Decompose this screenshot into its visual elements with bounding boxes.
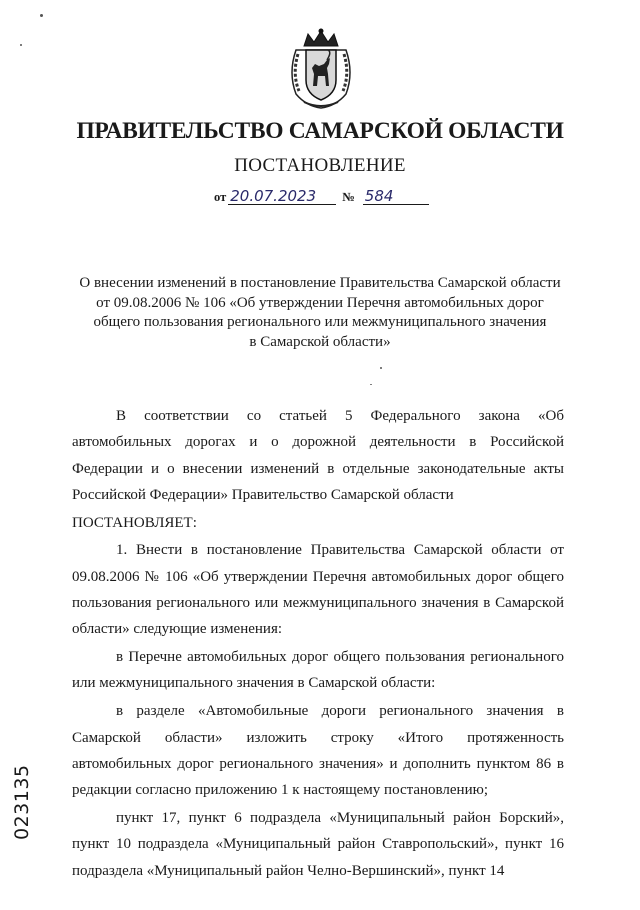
scan-speck [40, 14, 43, 17]
date-value: 20.07.2023 [228, 188, 336, 205]
number-label: № [342, 190, 355, 204]
heading-line: от 09.08.2006 № 106 «Об утверждении Перечня автомобильных дорог [96, 294, 544, 311]
resolves-word: ПОСТАНОВЛЯЕТ: [72, 514, 197, 531]
body-paragraph: В соответствии со статьей 5 Федерального закона «Об автомобильных дорогах и о дорожной деятельности в Российской Федерации и о внесении изменений в отдельные законодательные акты Российской Федерации» Правительство Самарской области [72, 408, 564, 503]
date-number-line [214, 188, 429, 205]
heading-line: в Самарской области» [249, 333, 391, 350]
heading-line: общего пользования регионального или межмуниципального значения [93, 314, 547, 330]
heading-line: О внесении изменений в постановление Правительства Самарской области [79, 275, 561, 291]
scan-speck [370, 384, 372, 385]
date-label: от [214, 190, 227, 204]
body-paragraph: пункт 17, пункт 6 подраздела «Муниципальный район Борский», пункт 10 подраздела «Муниципальный район Ставропольский», пункт 16 подраздела «Муниципальный район Челно-Вершинский», пункт 14 [72, 809, 564, 879]
scan-speck [380, 367, 382, 369]
body-paragraph: в Перечне автомобильных дорог общего пользования регионального или межмуниципального значения в Самарской области: [72, 649, 564, 692]
side-serial-number: 023135 [11, 764, 33, 840]
samara-coat-of-arms-icon [286, 28, 356, 110]
body-paragraph: в разделе «Автомобильные дороги регионального значения в Самарской области» изложить строку «Итого протяженность автомобильных дорог регионального значения» и дополнить пунктом 86 в редакции согласно приложению 1 к настоящему постановлению; [72, 703, 564, 799]
body-paragraph: 1. Внести в постановление Правительства Самарской области от 09.08.2006 № 106 «Об утверждении Перечня автомобильных дорог общего пользования регионального или межмуниципального значения в Самарской области» следующие изменения: [72, 542, 564, 638]
document-type: ПОСТАНОВЛЕНИЕ [234, 155, 406, 176]
number-value: 584 [363, 188, 429, 205]
government-title: ПРАВИТЕЛЬСТВО САМАРСКОЙ ОБЛАСТИ [76, 118, 564, 144]
document-heading [60, 274, 580, 352]
scan-speck [20, 44, 22, 46]
document-body [72, 403, 564, 885]
